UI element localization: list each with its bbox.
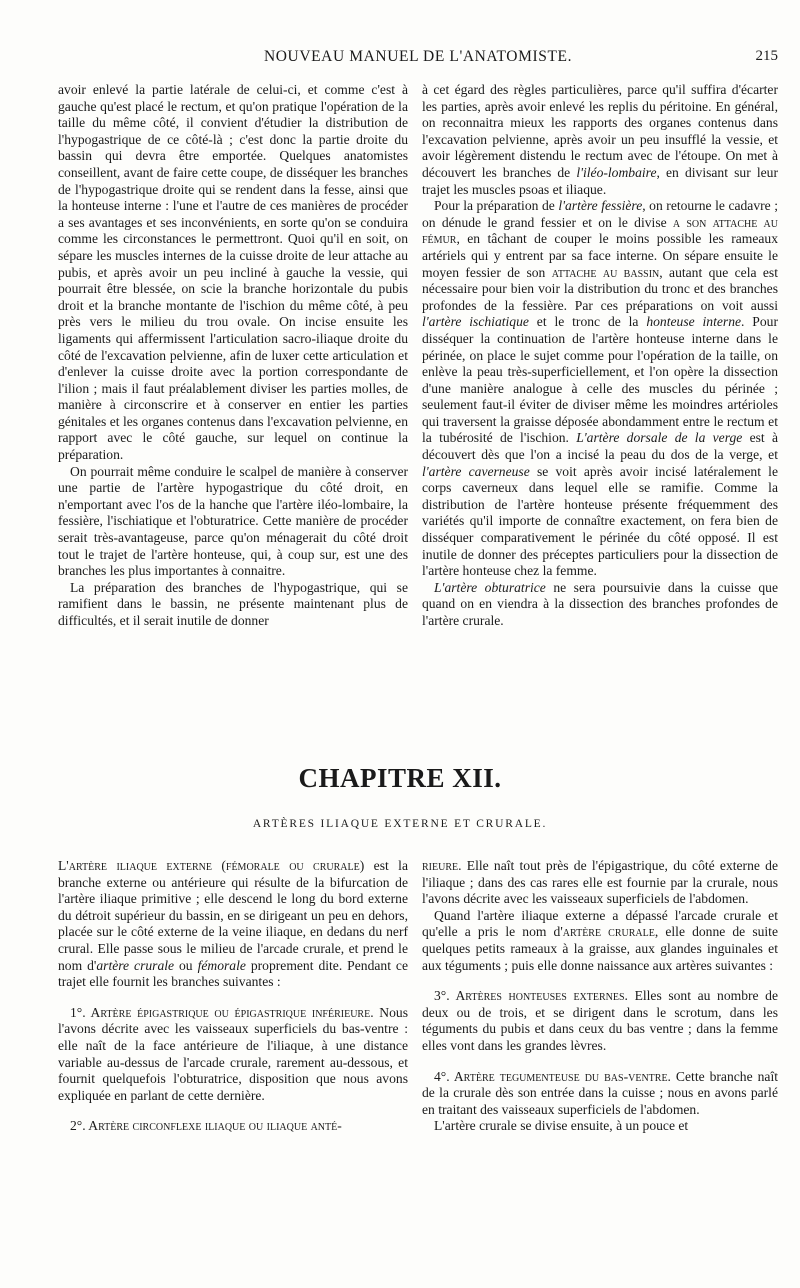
paragraph: Quand l'artère iliaque externe a dépassé l'arcade crurale et qu'elle a pris le nom d'artère crurale, elle donne de suite quelques petits rameaux à la graisse, aux glandes inguinales et aux téguments ; puis elle donne naissance aux artères suivantes : (422, 907, 778, 973)
paragraph: 4°. Artère tegumenteuse du bas-ventre. Cette branche naît de la crurale dès son entrée dans la cuisse ; nous en avons parlé en traitant des vaisseaux superficiels de l'abdomen. (422, 1068, 778, 1117)
text-column-left-bottom (58, 858, 408, 1135)
paragraph: La préparation des branches de l'hypogastrique, qui se ramifient dans le bassin, ne présente maintenant plus de difficultés, et il serait inutile de donner (58, 579, 408, 628)
chapter-subtitle: ARTÈRES ILIAQUE EXTERNE ET CRURALE. (252, 818, 548, 830)
italic-term: l'artère caverneuse (422, 463, 530, 479)
section-heading: 4°. Artère tegumenteuse du bas-ventre. (434, 1068, 671, 1084)
italic-term: fémorale (197, 957, 246, 973)
paragraph: L'artère obturatrice ne sera poursuivie dans la cuisse que quand on en viendra à la dissection des branches profondes de l'artère crurale. (422, 579, 779, 628)
paragraph: 1°. Artère épigastrique ou épigastrique inférieure. Nous l'avons décrite avec les vaisseaux superficiels du bas-ventre : elle naît de la face antérieure de l'iliaque, à une distance variable au-dessus de l'arcade crurale, rarement au-dessous, et fournit quelquefois l'obturatrice, disposition que nous avons expliquée en parlant de cette dernière. (58, 1004, 408, 1103)
running-title: NOUVEAU MANUEL DE L'ANATOMISTE. (263, 48, 573, 65)
paragraph: à cet égard des règles particulières, parce qu'il suffira d'écarter les parties, après avoir enlevé les replis du péritoine. En général, on reconnaitra mieux les rapports des organes contenus dans l'excavation pelvienne, après avoir un peu insufflé la vessie, et avoir légèrement distendu le rectum avec de l'étoupe. On met à découvert les branches de l'iléo-lombaire, en divisant sur leur trajet les muscles psoas et iliaque. (422, 82, 778, 197)
section-heading: 3°. Artères honteuses externes. (434, 988, 628, 1004)
chapter-title: CHAPITRE XII. (298, 763, 502, 793)
italic-term: L'artère dorsale de la verge (576, 430, 743, 446)
paragraph (58, 1118, 408, 1135)
italic-term: L'artère obturatrice (434, 579, 546, 595)
italic-term: artère crurale (96, 957, 175, 973)
paragraph: L'artère crurale se divise ensuite, à un pouce et (434, 1118, 689, 1134)
small-caps-term: L'artère iliaque externe (fémorale ou crurale) (58, 858, 365, 873)
italic-term: l'iléo-lombaire (576, 164, 657, 180)
paragraph: rieure. Elle naît tout près de l'épigastrique, du côté externe de l'iliaque ; dans des cas rares elle est fournie par la crurale, nous l'avons décrite avec les vaisseaux superficiels de l'abdomen. (422, 858, 778, 907)
paragraph: 3°. Artères honteuses externes. Elles sont au nombre de deux ou de trois, et se dirigent dans le scrotum, dans les téguments du pubis et dans ceux du bas ventre ; dans la femme elles vont dans les grandes lèvres. (422, 988, 778, 1053)
text-column-right-top (422, 82, 778, 630)
section-heading: 2°. Artère circonflexe iliaque ou iliaque anté- (70, 1118, 342, 1134)
paragraph: L'artère iliaque externe (fémorale ou crurale) est la branche externe ou antérieure qui résulte de la bifurcation de l'artère iliaque primitive ; elle descend le long du bord externe du détroit supérieur du bassin, en se dirigeant un peu en dehors, placée sur le côté externe de la veine iliaque, en dedans du nerf crural. Elle passe sous le milieu de l'arcade crurale, et prend le nom d'artère crurale ou fémorale proprement dite. Pendant ce trajet elle fournit les branches suivantes : (58, 858, 408, 990)
page-number: 215 (755, 48, 778, 64)
page-header (58, 48, 778, 70)
section-heading: rieure. (422, 858, 462, 873)
italic-term: honteuse interne (646, 314, 742, 330)
small-caps-term: attache au bassin (551, 264, 660, 280)
paragraph: avoir enlevé la partie latérale de celui-ci, et comme c'est à gauche qu'est placé le rectum, et qu'on pratique l'opération de la taille du même côté, il convient d'étudier la distribution de l'hypogastrique de ce côté-là ; c'est donc la partie droite du bassin qui devra être emportée. Quelques anatomistes conseillent, avant de faire cette coupe, de disséquer les branches de l'hypogastrique droite qui se rendent dans la fesse, ainsi que la honteuse interne : l'une et l'autre de ces manières de procéder a ses avantages et ses inconvénients, en sorte qu'on se conduira comme les circonstances le permettront. Quoi qu'il en soit, on sépare les muscles internes de la cuisse droite de leur attache au pubis, et après avoir un peu incliné à gauche la vessie, qui pourrait être blessée, on scie la branche horizontale du pubis droit et la branche montante de l'ischion du même côté, à peu près vers le milieu du trou ovale. On incise ensuite les ligaments qui affermissent l'articulation sacro-iliaque droite du côté de l'excavation pelvienne, afin de luxer cette articulation et d'enlever la cuisse droite avec la portion correspondante de l'ilion ; mais il faut préalablement diviser les parties molles, de manière à circonscrire et à conserver en entier les parties génitales et les organes contenus dans l'excavation pelvienne, en rapport avec le côté gauche, sur lequel on continue la préparation. (58, 82, 408, 463)
text-column-right-bottom (422, 858, 778, 1135)
small-caps-term: artère crurale (562, 924, 655, 940)
paragraph: Pour la préparation de l'artère fessière, on retourne le cadavre ; on dénude le grand fessier et on le divise a son attache au fémur, en tâchant de couper le moins possible les rameaux artériels qui y entrent par sa face interne. On sépare ensuite le moyen fessier de son attache au bassin, autant que cela est nécessaire pour bien voir la distribution du tronc et des branches profondes de la fessière. Par ces préparations on voit aussi l'artère ischiatique et le tronc de la honteuse interne. Pour disséquer la continuation de l'artère honteuse interne dans le périnée, on place le sujet comme pour l'opération de la taille, on enlève la peau très-superficiellement, et l'on opère la dissection d'une manière analogue à celle des muscles du périnée ; seulement faut-il éviter de diviser même les moindres artérioles qui traversent la graisse déposée abondamment entre le rectum et la tubérosité de l'ischion. L'artère dorsale de la verge est à découvert dès que l'on a incisé la peau du dos de la verge, et l'artère caverneuse se voit après avoir incisé latéralement le corps caverneux dans lequel elle se ramifie. Comme la distribution de l'artère honteuse présente fréquemment des variétés qu'il importe de connaître exactement, on fera bien de disséquer comparativement le périnée du côté opposé. Il est inutile de donner des préceptes particuliers pour la dissection de l'artère honteuse chez la femme. (422, 198, 778, 579)
paragraph: On pourrait même conduire le scalpel de manière à conserver une partie de l'artère hypogastrique du côté droit, en n'emportant avec l'os de la hanche que l'artère iléo-lombaire, la fessière, l'ischiatique et l'obturatrice. Cette manière de procéder serait très-avantageuse, parce qu'on ménagerait du côté droit tout le trajet de l'artère honteuse, qui, à coup sur, est une des branches les plus importantes à connaitre. (58, 463, 408, 579)
italic-term: l'artère fessière (558, 198, 643, 214)
section-heading: 1°. Artère épigastrique ou épigastrique inférieure. (70, 1004, 374, 1020)
italic-term: l'artère ischiatique (422, 314, 529, 330)
small-caps-term: a son attache au fémur (422, 214, 778, 247)
text-column-left-top (58, 82, 408, 630)
